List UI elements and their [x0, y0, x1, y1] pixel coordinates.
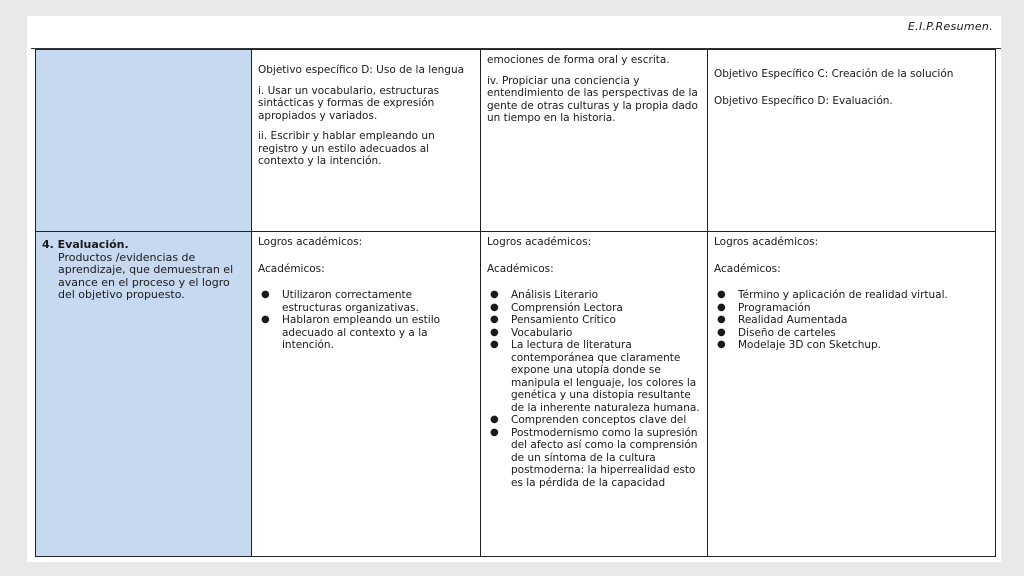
list-item — [714, 327, 989, 340]
list-item-text: Pensamiento Crítico — [511, 314, 616, 326]
list-item — [714, 289, 989, 302]
bullet-icon: ● — [717, 301, 726, 313]
bullet-icon: ● — [717, 339, 726, 350]
row1-col1-cell — [252, 50, 481, 232]
objective-d-item-i: i. Usar un vocabulario, estructuras sintácticas y formas de expresión apropiados y variados. — [258, 84, 440, 122]
list-item-text: Modelaje 3D con Sketchup. — [738, 339, 882, 351]
academicos-label: Académicos: — [258, 262, 325, 275]
list-item — [714, 314, 989, 327]
list-item — [487, 289, 701, 302]
bullet-icon: ● — [717, 314, 726, 325]
list-item-text: La lectura de literatura contemporánea que claramente expone una utopía donde se manipula el lenguaje, los colores la genética y una distopia resultante de la inherente naturaleza humana. — [511, 339, 700, 414]
logros-academicos-label: Logros académicos: — [714, 236, 819, 248]
list-item-text: Postmodernismo como la supresión del afecto así como la comprensión de un síntoma de la cultura postmoderna: la hiperrealidad esto es la pérdida de la capacidad — [511, 426, 698, 489]
list-item — [487, 302, 701, 315]
list-item — [487, 339, 701, 414]
bullet-icon: ● — [490, 314, 499, 325]
list-item — [714, 339, 989, 352]
bullet-icon: ● — [490, 414, 499, 425]
list-item-text: Diseño de carteles — [738, 326, 836, 339]
summary-table — [35, 49, 996, 557]
row1-label-cell — [36, 50, 252, 232]
list-item-text: Programación — [738, 301, 811, 314]
list-item — [487, 327, 701, 340]
row2-label-cell — [36, 232, 252, 557]
evaluation-description: Productos /evidencias de aprendizaje, que demuestran el avance en el proceso y el logro del objetivo propuesto. — [58, 250, 234, 301]
objective-c-creation: Objetivo Específico C: Creación de la solución — [714, 68, 954, 80]
list-item-text: Realidad Aumentada — [738, 314, 848, 326]
achievements-list — [487, 289, 701, 489]
list-item — [258, 314, 474, 352]
logros-academicos-label: Logros académicos: — [258, 236, 363, 248]
bullet-icon: ● — [490, 289, 499, 300]
table-row — [36, 232, 996, 557]
objective-d-evaluation: Objetivo Específico D: Evaluación. — [714, 94, 893, 107]
table-row — [36, 50, 996, 232]
list-item-text: Análisis Literario — [511, 289, 599, 301]
achievements-list — [714, 289, 989, 352]
slide — [27, 16, 1001, 562]
bullet-icon: ● — [490, 301, 499, 313]
academicos-label: Académicos: — [714, 262, 781, 275]
row1-col3-cell — [708, 50, 996, 232]
emotions-text: emociones de forma oral y escrita. — [487, 54, 670, 66]
list-item — [487, 314, 701, 327]
row2-col1-cell — [252, 232, 481, 557]
list-item-text: Comprensión Lectora — [511, 301, 623, 314]
objective-d-heading: Objetivo específico D: Uso de la lengua — [258, 64, 465, 76]
bullet-icon: ● — [717, 326, 726, 338]
evaluation-title: 4. Evaluación. — [42, 238, 129, 251]
list-item-text: Término y aplicación de realidad virtual. — [738, 289, 948, 301]
objective-item-iv: iv. Propiciar una conciencia y entendimiento de las perspectivas de la gente de otras culturas y la propia dado un tiempo en la historia. — [487, 74, 698, 124]
bullet-icon: ● — [261, 289, 270, 300]
list-item-text: Hablaron empleando un estilo adecuado al contexto y a la intención. — [282, 314, 441, 351]
row1-col2-cell — [481, 50, 708, 232]
list-item — [714, 302, 989, 315]
list-item — [487, 427, 701, 490]
bullet-icon: ● — [490, 339, 499, 350]
bullet-icon: ● — [490, 326, 499, 338]
document-header-title: E.I.P.Resumen. — [907, 20, 993, 33]
logros-academicos-label: Logros académicos: — [487, 236, 592, 248]
bullet-icon: ● — [261, 314, 270, 325]
achievements-list — [258, 289, 474, 352]
row2-col2-cell — [481, 232, 708, 557]
list-item — [487, 414, 701, 427]
list-item-text: Comprenden conceptos clave del — [511, 414, 687, 426]
bullet-icon: ● — [490, 426, 499, 438]
list-item — [258, 289, 474, 314]
list-item-text: Vocabulario — [511, 326, 573, 339]
row2-col3-cell — [708, 232, 996, 557]
list-item-text: Utilizaron correctamente estructuras organizativas. — [282, 289, 419, 314]
objective-d-item-ii: ii. Escribir y hablar empleando un registro y un estilo adecuados al contexto y la intención. — [258, 130, 435, 167]
academicos-label: Académicos: — [487, 262, 554, 275]
bullet-icon: ● — [717, 289, 726, 300]
